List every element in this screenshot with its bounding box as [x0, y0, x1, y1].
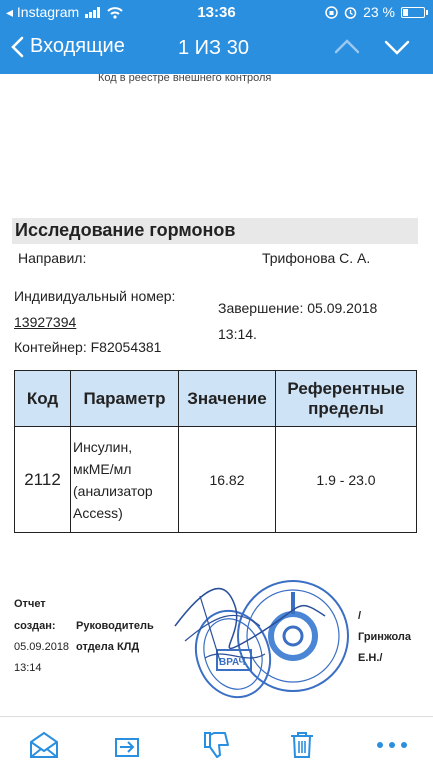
- header-parameter: Параметр: [71, 371, 179, 427]
- header-value: Значение: [179, 371, 276, 427]
- mark-unread-button[interactable]: [28, 729, 60, 761]
- more-actions-button[interactable]: [372, 729, 412, 761]
- back-to-inbox-button[interactable]: [10, 35, 125, 58]
- completion-date: Завершение: 05.09.2018: [218, 300, 378, 316]
- envelope-icon: [28, 729, 60, 761]
- cell-parameter: [71, 427, 179, 533]
- parameter-line: Access): [73, 504, 123, 521]
- parameter-line: (анализатор: [73, 482, 153, 499]
- head-of-department-label: Руководитель: [76, 620, 154, 632]
- signer-name: Гринжола: [358, 631, 412, 643]
- chevron-down-icon: [384, 36, 410, 58]
- back-label: Входящие: [30, 35, 125, 57]
- thumbs-down-icon: [200, 729, 232, 761]
- individual-number-value[interactable]: 13927394: [14, 314, 77, 330]
- stamp-caption: ВРАЧ: [219, 657, 246, 668]
- orientation-lock-icon: [325, 6, 338, 19]
- status-bar: [0, 0, 433, 24]
- header-reference: Референтные пределы: [276, 371, 417, 427]
- signer-initials: Е.Н./: [358, 652, 383, 664]
- previous-message-button[interactable]: [334, 36, 360, 63]
- container-number: Контейнер: F82054381: [14, 339, 162, 355]
- head-of-department-label2: отдела КЛД: [76, 641, 140, 653]
- cell-reference: 1.9 - 23.0: [276, 427, 417, 533]
- back-to-app-link[interactable]: ◂ Instagram: [6, 4, 80, 20]
- spam-button[interactable]: [200, 729, 232, 761]
- header-code: Код: [15, 371, 71, 427]
- parameter-line: мкМЕ/мл: [73, 460, 132, 477]
- report-created-date: 05.09.2018: [14, 641, 70, 653]
- alarm-icon: [344, 6, 357, 19]
- delete-button[interactable]: [286, 729, 318, 761]
- referrer-label: Направил:: [18, 250, 87, 266]
- report-created-label2: создан:: [14, 620, 56, 632]
- signature-slash: /: [358, 610, 362, 622]
- next-message-button[interactable]: [384, 36, 410, 63]
- completion-time: 13:14.: [218, 326, 257, 342]
- section-title: Исследование гормонов: [12, 218, 418, 244]
- individual-number-label: Индивидуальный номер:: [14, 288, 176, 304]
- message-counter: 1 ИЗ 30: [178, 37, 249, 59]
- more-dots-icon: [372, 729, 412, 761]
- battery-percent: 23 %: [363, 4, 395, 20]
- table-header-row: [15, 371, 417, 427]
- report-created-label: Отчет: [14, 598, 46, 610]
- mail-nav-bar: [0, 24, 433, 74]
- attachment-document: [0, 74, 433, 716]
- status-time: 13:36: [197, 4, 236, 21]
- report-created-time: 13:14: [14, 662, 42, 674]
- parameter-line: Инсулин,: [73, 438, 133, 455]
- move-folder-icon: [112, 729, 144, 761]
- chevron-up-icon: [334, 36, 360, 58]
- official-stamp-image: [165, 566, 355, 706]
- move-to-folder-button[interactable]: [112, 729, 144, 761]
- battery-icon: [401, 7, 425, 18]
- table-row: [15, 427, 417, 533]
- status-right: [325, 4, 425, 20]
- chevron-left-icon: [10, 36, 24, 58]
- referrer-name: Трифонова С. А.: [262, 250, 371, 266]
- results-table: [14, 370, 417, 533]
- bottom-toolbar: [0, 716, 433, 770]
- cell-value: 16.82: [179, 427, 276, 533]
- cell-code: 2112: [15, 427, 71, 533]
- registry-caption: Код в реестре внешнего контроля: [98, 74, 272, 84]
- trash-icon: [286, 729, 318, 761]
